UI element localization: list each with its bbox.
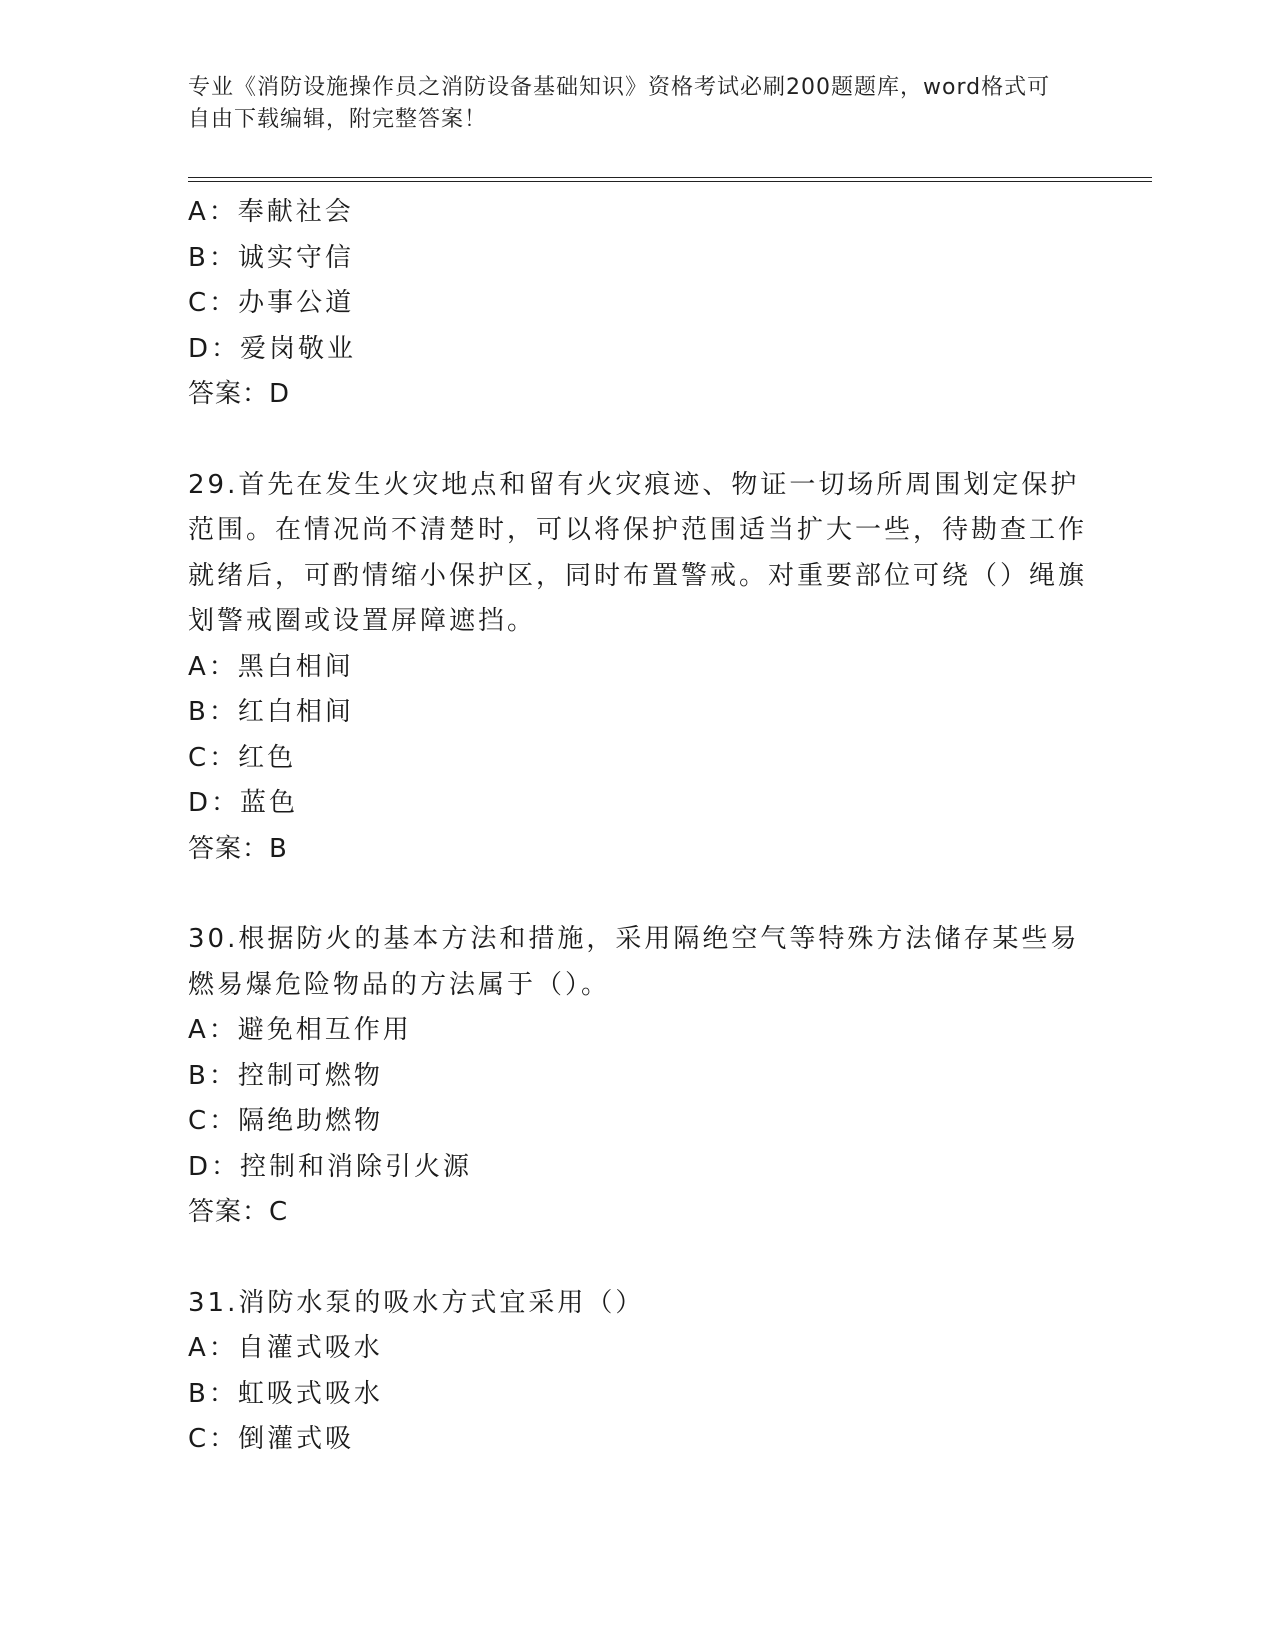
option-d: D：蓝色 (188, 788, 299, 818)
question-31 (188, 1281, 1088, 1463)
option-d: D：控制和消除引火源 (188, 1151, 473, 1182)
spacer (188, 418, 1088, 463)
header-divider-top (188, 177, 1152, 178)
option-c: C：红色 (188, 742, 297, 773)
document-header: 专业《消防设施操作员之消防设备基础知识》资格考试必刷200题题库，word格式可自由下载编辑，附完整答案！ (188, 75, 1051, 132)
option-c: C：隔绝助燃物 (188, 1106, 384, 1136)
option-d: D：爱岗敬业 (188, 333, 357, 364)
question-text: 30.根据防火的基本方法和措施，采用隔绝空气等特殊方法储存某些易燃易爆危险物品的方法属于（）。 (188, 924, 1080, 1000)
option-b: B：控制可燃物 (188, 1060, 383, 1091)
answer: 答案：B (188, 833, 288, 864)
answer: 答案：D (188, 379, 291, 409)
header-divider-bottom (188, 181, 1152, 182)
question-list (188, 190, 1088, 1463)
option-c: C：办事公道 (188, 288, 355, 318)
option-c: C：倒灌式吸 (188, 1424, 355, 1454)
question-text: 31.消防水泵的吸水方式宜采用（） (188, 1287, 645, 1318)
option-a: A：黑白相间 (188, 651, 354, 682)
question-28 (188, 190, 1088, 418)
option-b: B：红白相间 (188, 697, 354, 727)
question-29 (188, 463, 1088, 873)
option-b: B：诚实守信 (188, 242, 354, 273)
option-a: A：避免相互作用 (188, 1015, 412, 1045)
spacer (188, 872, 1088, 917)
answer: 答案：C (188, 1197, 289, 1227)
spacer (188, 1236, 1088, 1281)
option-a: A：奉献社会 (188, 197, 354, 227)
question-30 (188, 917, 1088, 1236)
option-a: A：自灌式吸水 (188, 1333, 383, 1363)
option-b: B：虹吸式吸水 (188, 1378, 383, 1409)
question-text: 29.首先在发生火灾地点和留有火灾痕迹、物证一切场所周围划定保护范围。在情况尚不清楚时，可以将保护范围适当扩大一些，待勘查工作就绪后，可酌情缩小保护区，同时布置警戒。对重要部位可绕（）绳旗划警戒圈或设置屏障遮挡。 (188, 469, 1088, 636)
